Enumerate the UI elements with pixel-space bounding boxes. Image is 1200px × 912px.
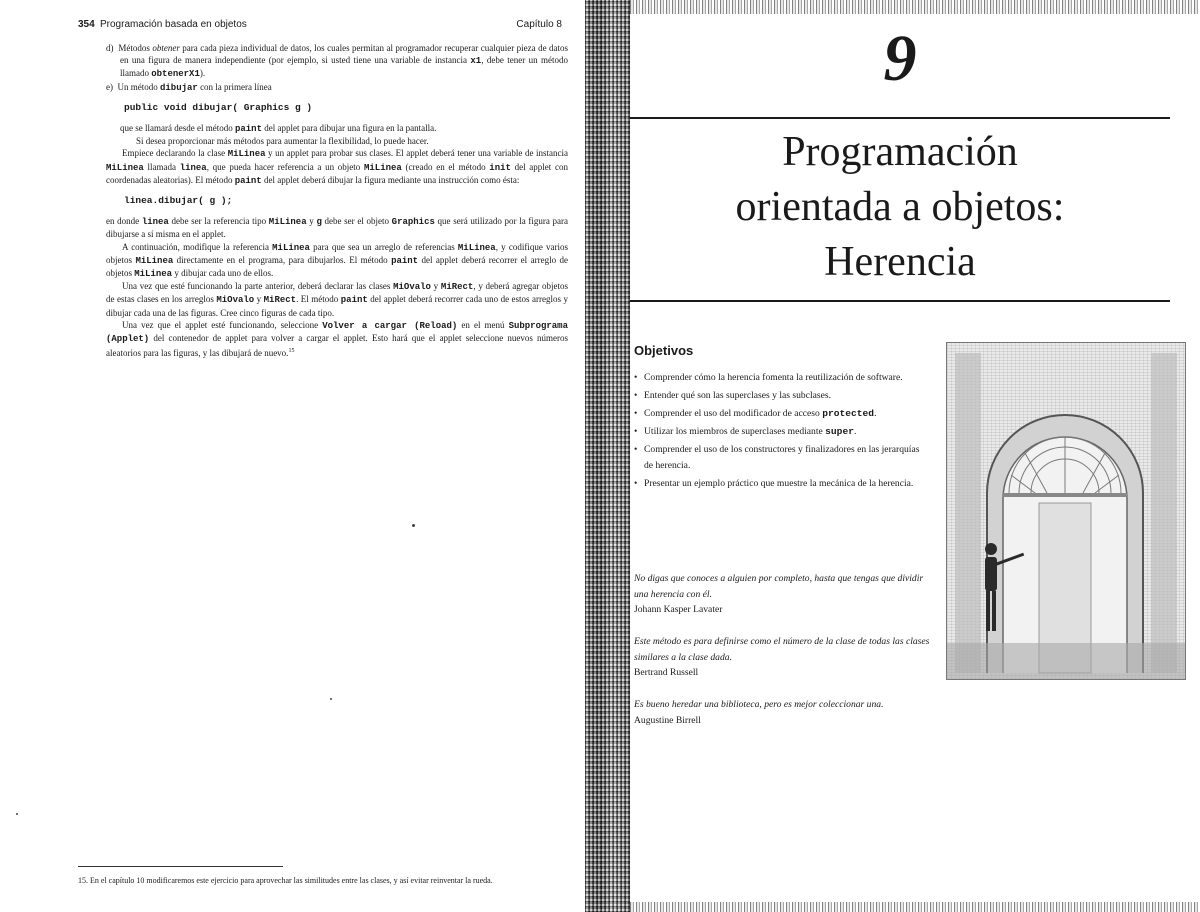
paragraph: Una vez que el applet esté funcionando, seleccione Volver a cargar (Reload) en el menú Subprograma (Applet) del contenedor de applet para volver a cargar el applet. Esto hará que el applet seleccione nuevos números aleatorios para las figuras, y las dibujará de nuevo.$^{15}$	[106, 319, 568, 359]
objective-item: • Comprender el uso de los constructores y finalizadores en las jerarquías de herencia.	[634, 442, 930, 474]
objective-item: • Comprender el uso del modificador de acceso protected.	[634, 406, 930, 422]
chapter-label: Capítulo 8	[516, 19, 562, 30]
code-line: public void dibujar( Graphics g )	[124, 101, 313, 113]
body-text	[106, 42, 568, 359]
scan-speck	[16, 813, 18, 815]
epigraph	[634, 571, 934, 618]
epigraph	[634, 697, 934, 728]
epigraph	[634, 634, 934, 681]
book-gutter	[585, 0, 630, 912]
code-line: linea.dibujar( g );	[124, 195, 233, 207]
epigraph-author: Augustine Birrell	[634, 714, 701, 726]
scan-noise-band	[630, 902, 1200, 912]
paragraph: que se llamará desde el método paint del applet para dibujar una figura en la pantalla.	[120, 123, 437, 135]
running-title: Programación basada en objetos	[100, 19, 247, 30]
paragraph: Si desea proporcionar más métodos para aumentar la flexibilidad, lo puede hacer.	[136, 136, 429, 147]
chapter-title-line: Programación	[782, 129, 1018, 175]
scan-speck	[412, 524, 415, 527]
paragraph: Una vez que esté funcionando la parte anterior, deberá declarar las clases MiOvalo y MiRect, y deberá agregar objetos de estas clases en los arreglos MiOvalo y MiRect. El método paint del applet deberá recorrer cada uno de estos arreglos y dibujar cada una de las figuras. Cree cinco figuras de cada tipo.	[106, 281, 569, 318]
footnote: 15. En el capítulo 10 modificaremos este ejercicio para aprovechar las similitudes entre las clases, y así evitar reinventar la rueda.	[78, 876, 493, 885]
chapter-number: 9	[883, 22, 917, 95]
epigraph-text: Este método es para definirse como el número de la clase de todas las clases similares a la clase dada.	[634, 636, 930, 663]
left-page	[0, 0, 585, 912]
chapter-illustration	[946, 342, 1186, 680]
epigraph-text: No digas que conoces a alguien por completo, hasta que tengas que dividir una herencia con él.	[634, 573, 924, 600]
scan-noise-band	[630, 0, 1200, 14]
exercise-item-d: d) Métodos obtener para cada pieza individual de datos, los cuales permitan al programador recuperar cualquier pieza de datos en una figura de manera independiente (por ejemplo, si usted tiene una variable de instancia x1, debe tener un método llamado obtenerX1).	[106, 43, 569, 80]
arched-window-figure-image	[947, 343, 1185, 679]
chapter-title	[690, 125, 1110, 290]
scan-speck	[330, 698, 332, 700]
title-rule-top	[630, 117, 1170, 119]
page-number: 354	[78, 19, 95, 30]
right-page	[630, 0, 1200, 912]
exercise-item-e: e) Un método dibujar con la primera línea	[106, 81, 272, 93]
objective-item: • Presentar un ejemplo práctico que muestre la mecánica de la herencia.	[634, 476, 930, 492]
paragraph: en donde linea debe ser la referencia tipo MiLinea y g debe ser el objeto Graphics que será utilizado por la figura para dibujarse a sí misma en el applet.	[106, 216, 568, 240]
objective-item: • Comprender cómo la herencia fomenta la reutilización de software.	[634, 370, 930, 386]
chapter-title-line: Herencia	[824, 239, 976, 285]
epigraph-text: Es bueno heredar una biblioteca, pero es mejor coleccionar una.	[634, 699, 884, 710]
objective-item: • Utilizar los miembros de superclases mediante super.	[634, 424, 930, 440]
footnote-rule	[78, 866, 283, 867]
epigraph-author: Johann Kasper Lavater	[634, 604, 723, 615]
paragraph: A continuación, modifique la referencia MiLinea para que sea un arreglo de referencias MiLinea, y codifique varios objetos MiLinea directamente en el programa, para dibujarlos. El método paint del applet deberá recorrer el arreglo de objetos MiLinea y dibujar cada uno de ellos.	[106, 241, 569, 280]
epigraph-author: Bertrand Russell	[634, 667, 699, 678]
title-rule-bottom	[630, 300, 1170, 302]
objective-item: • Entender qué son las superclases y las subclases.	[634, 388, 930, 404]
chapter-title-line: orientada a objetos:	[735, 184, 1065, 230]
footnote-marker: 15	[288, 348, 295, 355]
objectives-heading: Objetivos	[634, 343, 694, 358]
paragraph: Empiece declarando la clase MiLinea y un applet para probar sus clases. El applet deberá tener una variable de instancia MiLinea llamada linea, que pueda hacer referencia a un objeto MiLinea (creado en el método init del applet con coordenadas aleatorias). El método paint del applet deberá dibujar la figura mediante una instrucción como ésta:	[106, 148, 569, 186]
page-header	[78, 19, 562, 33]
objectives-list	[634, 370, 930, 494]
